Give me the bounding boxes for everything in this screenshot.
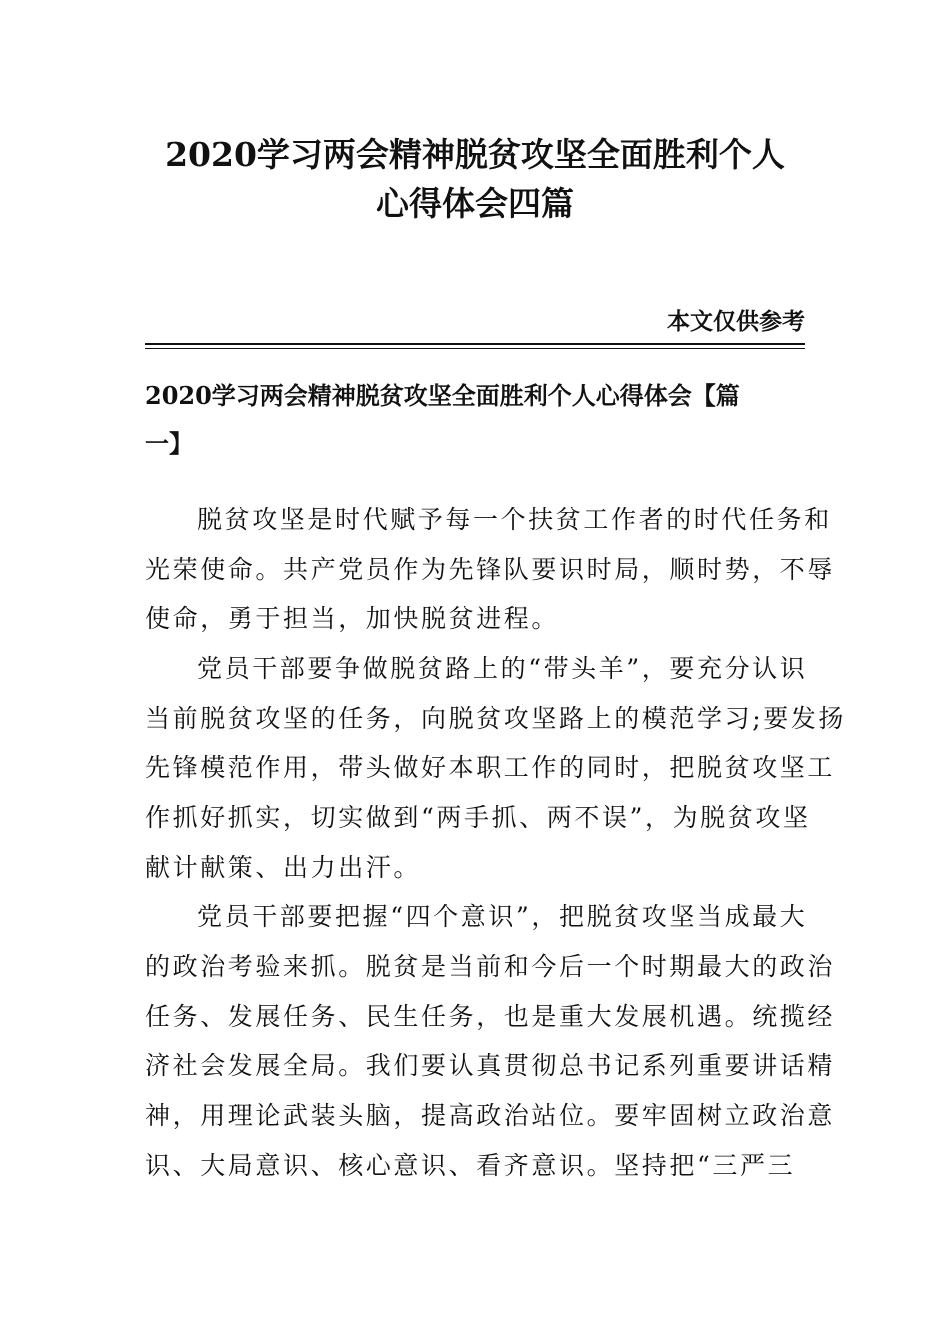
- body-line: 济社会发展全局。我们要认真贯彻总书记系列重要讲话精: [145, 1051, 836, 1080]
- body-line: 献计献策、出力出汗。: [145, 853, 422, 882]
- section-title-line-1: 2020学习两会精神脱贫攻坚全面胜利个人心得体会【篇: [145, 381, 740, 410]
- body-line: 使命，勇于担当，加快脱贫进程。: [145, 604, 560, 633]
- body-line: 当前脱贫攻坚的任务，向脱贫攻坚路上的模范学习;要发扬: [145, 704, 847, 733]
- body-line: 党员干部要争做脱贫路上的“带头羊”，要充分认识: [197, 654, 808, 683]
- header-divider-thin: [145, 348, 805, 349]
- body-line: 识、大局意识、核心意识、看齐意识。坚持把“三严三: [145, 1151, 796, 1180]
- body-line: 党员干部要把握“四个意识”，把脱贫攻坚当成最大: [197, 902, 808, 931]
- body-line: 的政治考验来抓。脱贫是当前和今后一个时期最大的政治: [145, 952, 836, 981]
- section-title-line-2: 一】: [145, 429, 193, 458]
- body-line: 光荣使命。共产党员作为先锋队要识时局，顺时势，不辱: [145, 555, 836, 584]
- body-line: 作抓好抓实，切实做到“两手抓、两不误”，为脱贫攻坚: [145, 803, 811, 832]
- body-line: 任务、发展任务、民生任务，也是重大发展机遇。统揽经: [145, 1002, 836, 1031]
- disclaimer-text: 本文仅供参考: [667, 308, 805, 335]
- body-line: 神，用理论武装头脑，提高政治站位。要牢固树立政治意: [145, 1101, 836, 1130]
- document-title-line-1: 2020学习两会精神脱贫攻坚全面胜利个人: [165, 135, 785, 174]
- header-divider-thick: [145, 343, 805, 345]
- document-title-line-2: 心得体会四篇: [376, 184, 574, 223]
- body-line: 脱贫攻坚是时代赋予每一个扶贫工作者的时代任务和: [197, 505, 832, 534]
- body-line: 先锋模范作用，带头做好本职工作的同时，把脱贫攻坚工: [145, 753, 836, 782]
